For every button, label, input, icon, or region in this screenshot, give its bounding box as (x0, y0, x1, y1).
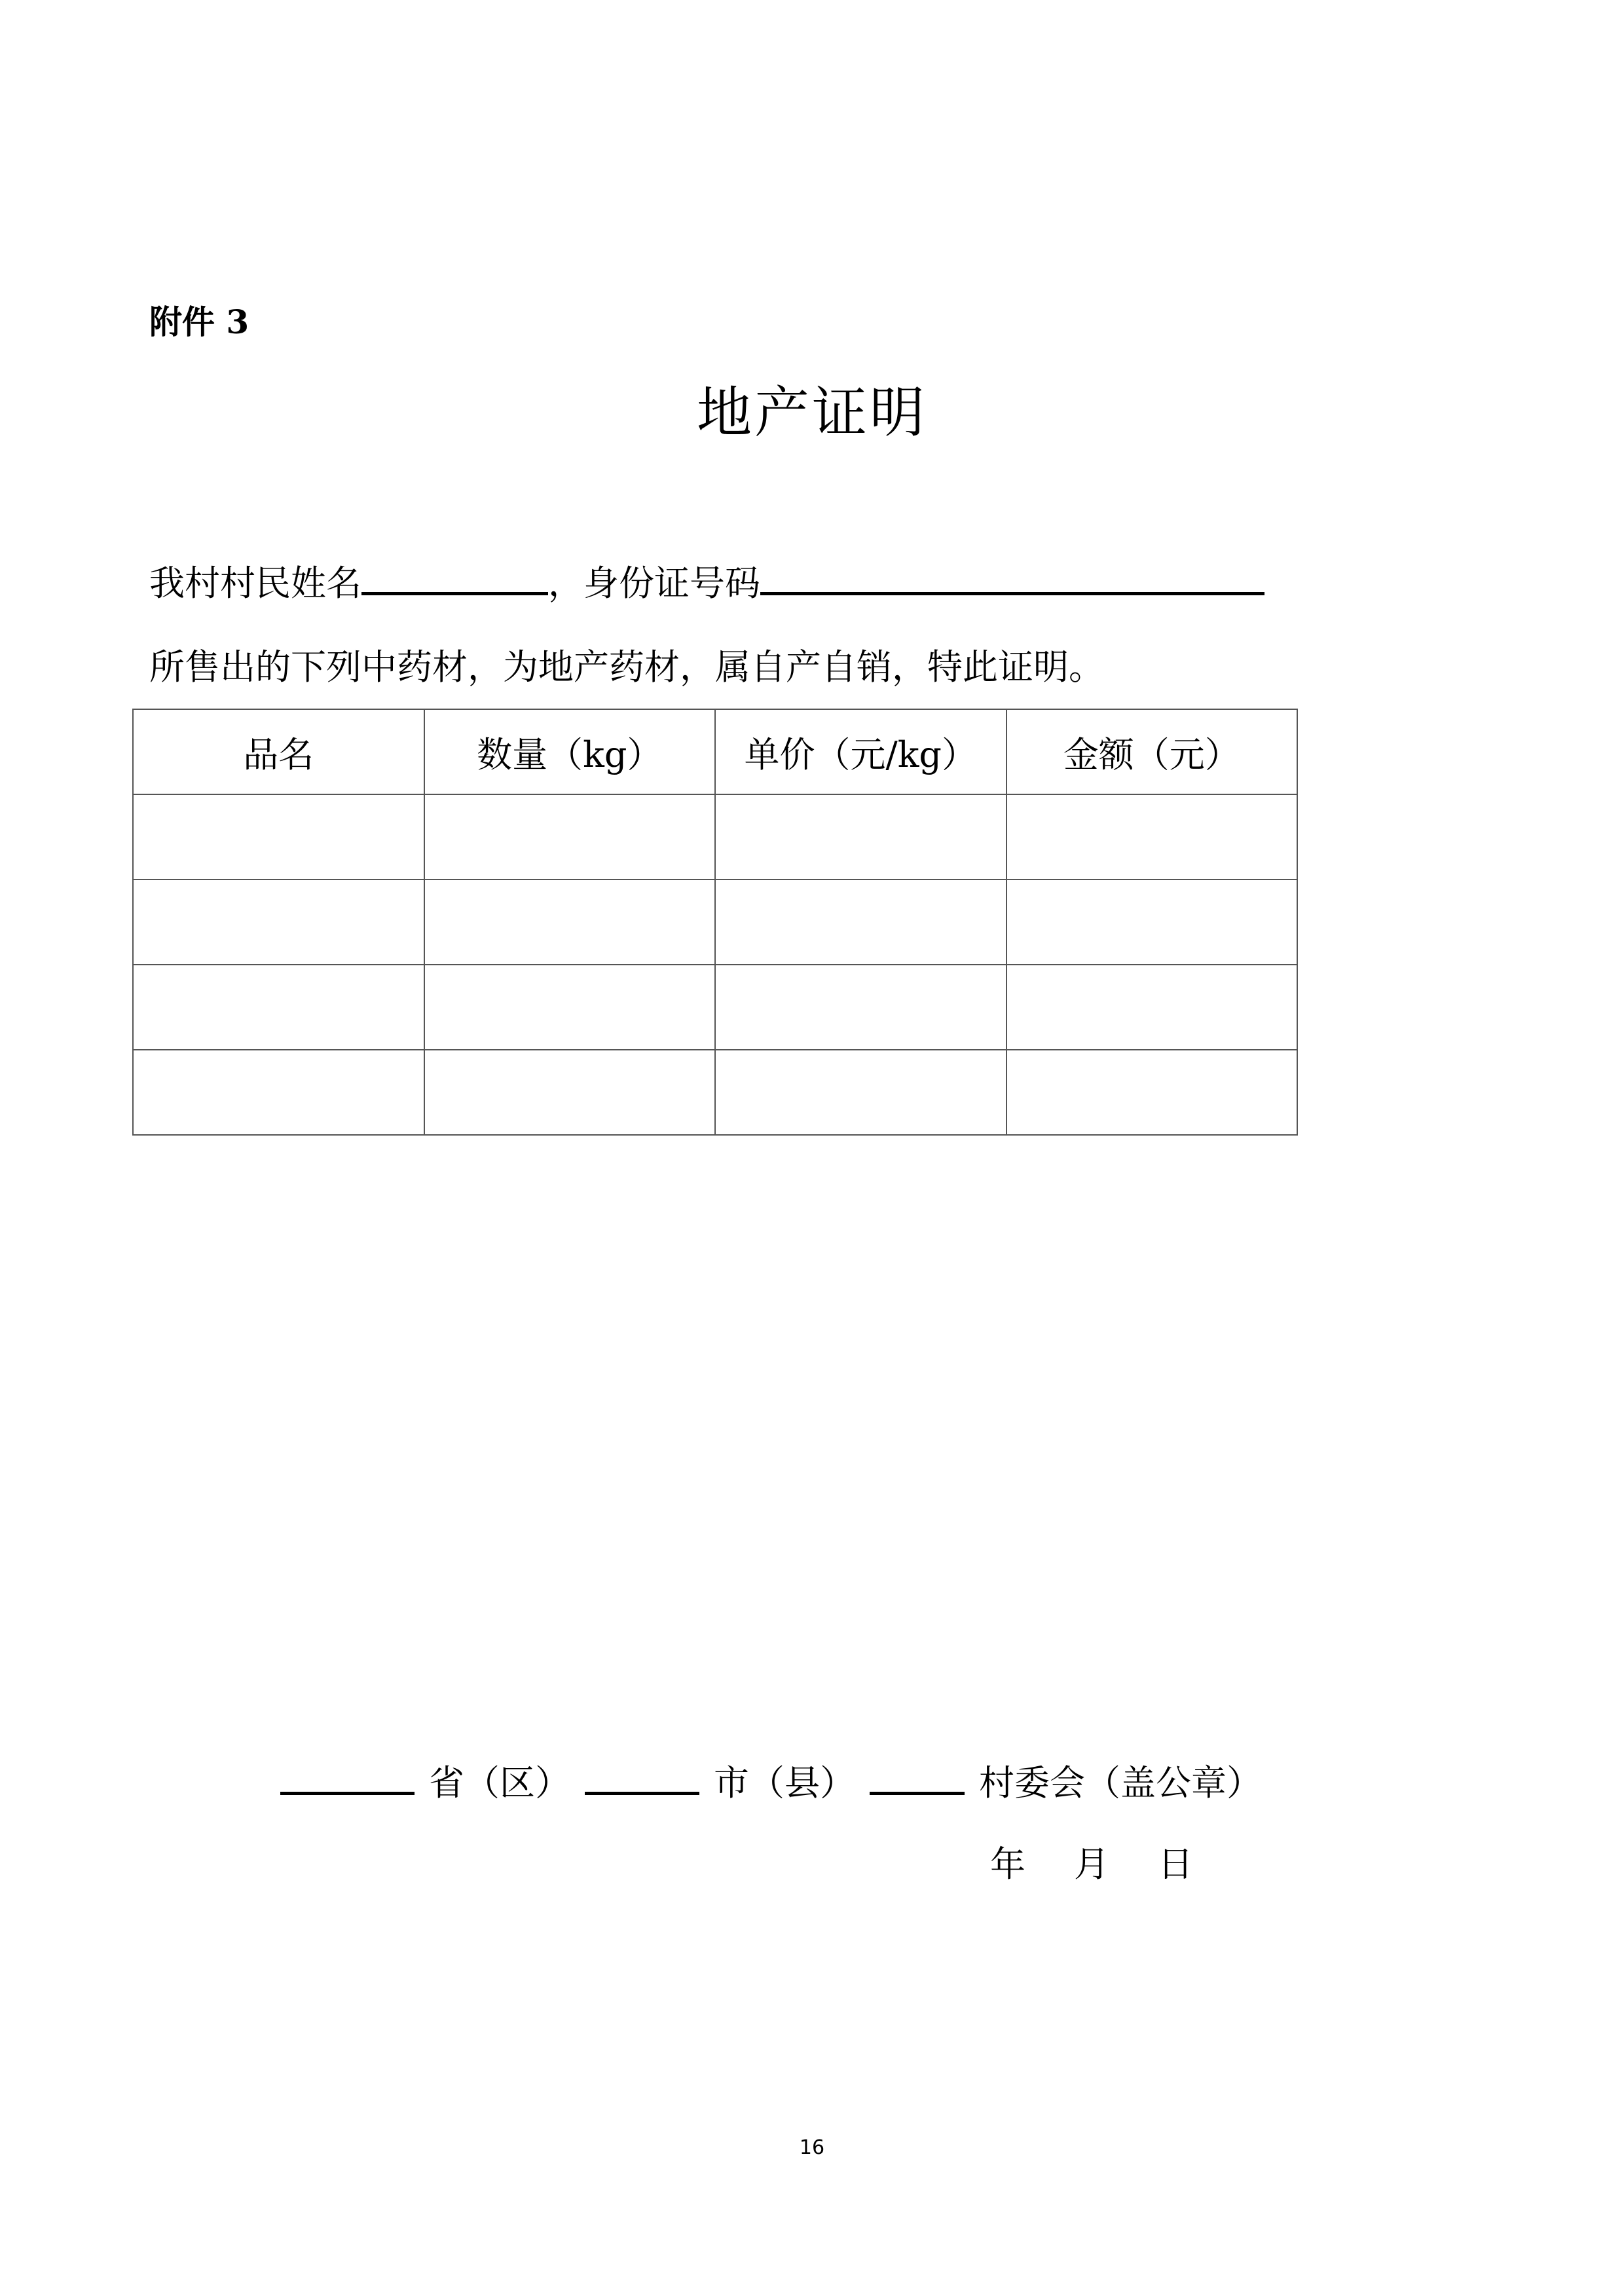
table-cell[interactable] (424, 1050, 716, 1135)
header-quantity: 数量（kg） (424, 709, 716, 794)
table-cell[interactable] (133, 880, 424, 965)
header-amount: 金额（元） (1006, 709, 1298, 794)
herb-goods-table (132, 709, 1298, 1136)
city-label: 市（县） (714, 1762, 855, 1804)
date-line (990, 1842, 1193, 1887)
header-unit-price: 单价（元/kg） (715, 709, 1006, 794)
table-row (133, 965, 1297, 1050)
statement-line-1 (149, 558, 1264, 606)
table-header-row (133, 709, 1297, 794)
committee-label: 村委会（盖公章） (979, 1762, 1262, 1804)
table-cell[interactable] (1006, 880, 1298, 965)
header-product-name: 品名 (133, 709, 424, 794)
table-cell[interactable] (715, 880, 1006, 965)
year-label: 年 (990, 1843, 1025, 1885)
table-cell[interactable] (715, 965, 1006, 1050)
table-cell[interactable] (133, 965, 424, 1050)
day-label: 日 (1158, 1843, 1193, 1885)
table-row (133, 794, 1297, 880)
signature-line (280, 1758, 1276, 1806)
table-cell[interactable] (133, 794, 424, 880)
city-blank[interactable] (585, 1758, 699, 1795)
table-cell[interactable] (133, 1050, 424, 1135)
statement-line-2: 所售出的下列中药材，为地产药材，属自产自销，特此证明。 (149, 646, 1104, 688)
villager-name-blank[interactable] (361, 558, 548, 595)
village-blank[interactable] (870, 1758, 965, 1795)
table-cell[interactable] (1006, 1050, 1298, 1135)
table-cell[interactable] (424, 965, 716, 1050)
table-cell[interactable] (715, 1050, 1006, 1135)
table-cell[interactable] (1006, 794, 1298, 880)
month-label: 月 (1074, 1843, 1109, 1885)
table-cell[interactable] (424, 794, 716, 880)
id-number-label: ，身份证号码 (548, 563, 760, 604)
id-number-blank[interactable] (760, 558, 1264, 595)
table-cell[interactable] (424, 880, 716, 965)
province-blank[interactable] (280, 1758, 415, 1795)
document-title: 地产证明 (696, 380, 927, 445)
table-cell[interactable] (715, 794, 1006, 880)
table-row (133, 880, 1297, 965)
page-number: 16 (799, 2136, 825, 2159)
annex-label: 附件 3 (149, 303, 249, 341)
villager-name-label: 我村村民姓名 (149, 563, 361, 604)
table-cell[interactable] (1006, 965, 1298, 1050)
province-label: 省（区） (429, 1762, 570, 1804)
table-row (133, 1050, 1297, 1135)
